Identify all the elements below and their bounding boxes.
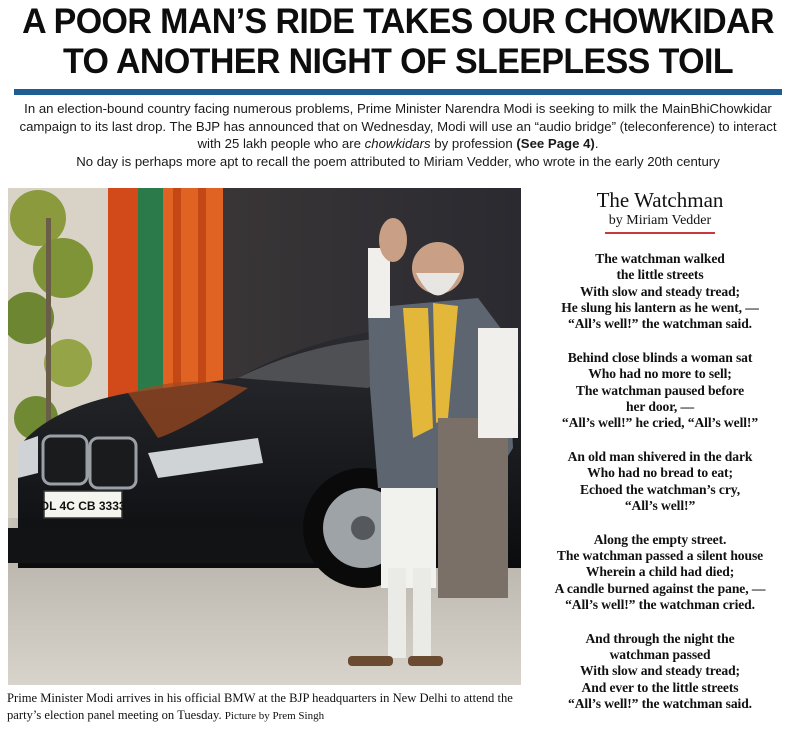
poem-stanza bbox=[524, 251, 796, 332]
poem-line: And through the night the bbox=[585, 630, 735, 646]
poem-stanza bbox=[524, 449, 796, 514]
intro-paragraph-1 bbox=[12, 100, 784, 153]
headline-line-2: TO ANOTHER NIGHT OF SLEEPLESS TOIL bbox=[63, 42, 733, 81]
poem-line: Who had no more to sell; bbox=[588, 366, 732, 382]
headline bbox=[12, 2, 784, 82]
poem-line: Behind close blinds a woman sat bbox=[567, 349, 753, 365]
poem-line: And ever to the little streets bbox=[581, 679, 739, 695]
license-plate-text: DL 4C CB 3333 bbox=[40, 499, 126, 513]
intro-text bbox=[12, 100, 784, 170]
intro-p1-text-2: by profession bbox=[430, 136, 517, 151]
headline-line-1: A POOR MAN’S RIDE TAKES OUR CHOWKIDAR bbox=[22, 2, 774, 41]
poem-line: The watchman passed a silent house bbox=[556, 547, 764, 563]
photo-credit: Picture by Prem Singh bbox=[224, 710, 325, 722]
poem-line: the little streets bbox=[616, 267, 704, 283]
intro-paragraph-2: No day is perhaps more apt to recall the poem attributed to Miriam Vedder, who wrote in the early 20th century bbox=[76, 153, 720, 169]
poem-line: Along the empty street. bbox=[593, 531, 727, 547]
poem-line: He slung his lantern as he went, — bbox=[561, 299, 759, 315]
poem-line: The watchman paused before bbox=[575, 382, 745, 398]
poem-line: “All’s well!” the watchman said. bbox=[568, 695, 752, 711]
poem-line: With slow and steady tread; bbox=[580, 283, 740, 299]
poem-line: The watchman walked bbox=[595, 251, 725, 266]
poem-stanza bbox=[524, 631, 796, 712]
poem-line: “All’s well!” the watchman said. bbox=[568, 316, 752, 332]
poem-line: her door, — bbox=[625, 398, 694, 414]
news-photo bbox=[8, 188, 521, 685]
poem-line: “All’s well!” the watchman cried. bbox=[565, 596, 755, 612]
poem-body bbox=[524, 251, 796, 730]
poem-stanza bbox=[524, 532, 796, 613]
poem-line: “All’s well!” bbox=[624, 497, 696, 513]
poem-byline-text: by Miriam Vedder bbox=[605, 212, 715, 234]
intro-p1-end: . bbox=[594, 136, 599, 151]
poem-title: The Watchman bbox=[596, 188, 724, 212]
intro-p1-text: In an election-bound country facing numerous problems, Prime Minister Narendra Modi is seeking to milk the MainBhiChowkidar campaign to its last drop. The BJP has announced that on Wednesday, Modi will use an “audio bridge” (teleconference) to interact with 25 lakh people who are bbox=[19, 101, 777, 151]
poem-byline bbox=[540, 212, 780, 234]
intro-p1-emphasis: chowkidars bbox=[364, 136, 431, 151]
intro-page-reference: (See Page 4) bbox=[516, 136, 595, 151]
poem-line: Wherein a child had died; bbox=[585, 564, 735, 580]
poem-line: Who had no bread to eat; bbox=[587, 465, 733, 481]
poem-line: An old man shivered in the dark bbox=[567, 448, 753, 464]
poem-stanza bbox=[524, 350, 796, 431]
headline-rule bbox=[14, 89, 782, 95]
news-photo-illustration bbox=[8, 188, 521, 685]
caption-text: Prime Minister Modi arrives in his official BMW at the BJP headquarters in New Delhi to attend the party’s election panel meeting on Tuesday. bbox=[7, 691, 513, 722]
poem-line: “All’s well!” he cried, “All’s well!” bbox=[561, 415, 759, 431]
poem-line: watchman passed bbox=[609, 646, 711, 662]
poem-line: Echoed the watchman’s cry, bbox=[579, 481, 740, 497]
poem-line: A candle burned against the pane, — bbox=[554, 580, 766, 596]
photo-caption bbox=[7, 690, 525, 725]
poem-line: With slow and steady tread; bbox=[580, 663, 740, 679]
